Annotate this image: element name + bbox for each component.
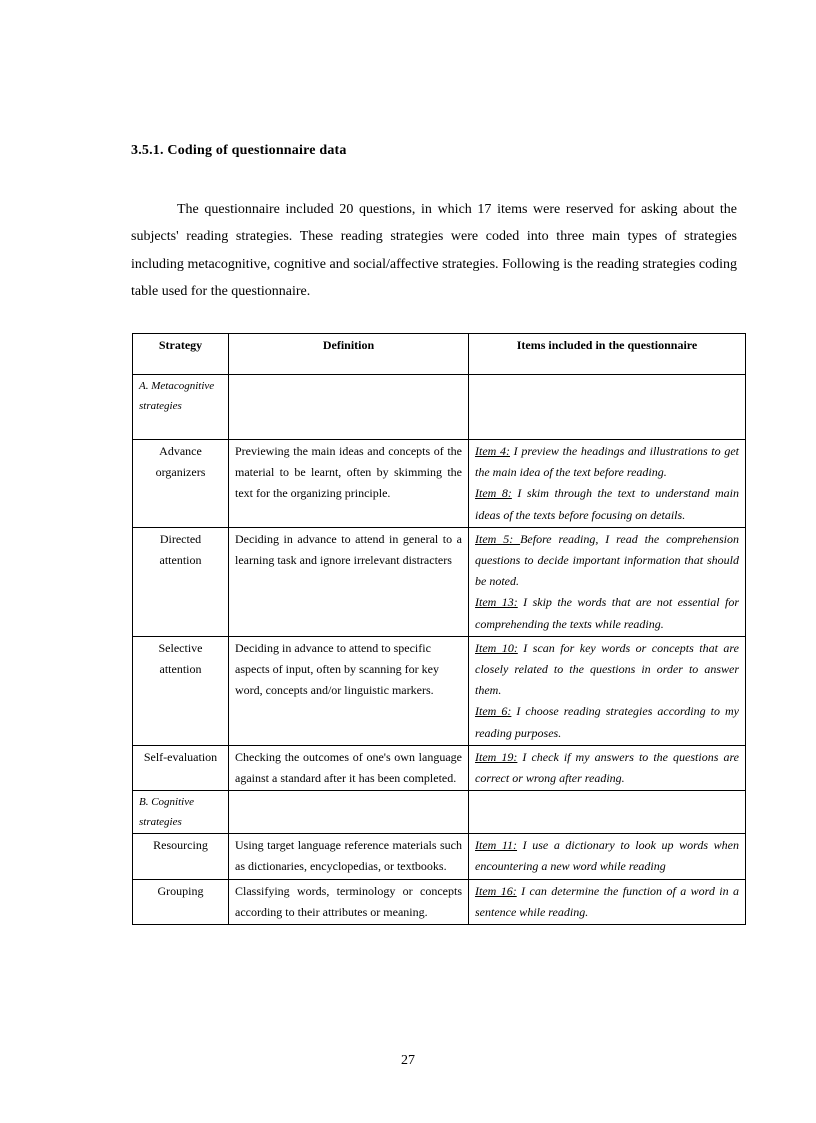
item-entry: [475, 747, 739, 789]
group-title-metacognitive: A. Metacognitive strategies: [133, 375, 229, 440]
item-entry: [475, 592, 739, 634]
item-entry: [475, 638, 739, 702]
item-text: I scan for key words or concepts that are closely related to the questions in order to answer them.: [475, 640, 739, 698]
item-text: I can determine the function of a word in a sentence while reading.: [475, 883, 739, 919]
items-cell: [469, 879, 746, 924]
definition-cell: Previewing the main ideas and concepts of the material to be learnt, often by skimming the text for the organizing principle.: [229, 440, 469, 528]
definition-cell: Deciding in advance to attend to specific aspects of input, often by scanning for key word, concepts and/or linguistic markers.: [229, 636, 469, 745]
item-text: Before reading, I read the comprehension questions to decide important information that should be noted.: [475, 531, 739, 589]
table-header-row: [133, 334, 746, 375]
strategy-cell: Self-evaluation: [133, 745, 229, 790]
item-ref: Item 8:: [475, 486, 512, 501]
table-row: [133, 745, 746, 790]
empty-cell: [229, 791, 469, 834]
definition-cell: Using target language reference materials such as dictionaries, encyclopedias, or textbooks.: [229, 834, 469, 879]
item-ref: Item 6:: [475, 704, 512, 719]
item-ref: Item 13:: [475, 595, 518, 610]
item-entry: [475, 835, 739, 877]
header-definition: Definition: [229, 334, 469, 375]
item-ref: Item 5:: [475, 531, 521, 546]
coding-table: [132, 333, 746, 925]
item-text: I choose reading strategies according to my reading purposes.: [475, 704, 739, 740]
items-cell: [469, 440, 746, 528]
item-entry: [475, 441, 739, 483]
strategy-cell: Advance organizers: [133, 440, 229, 528]
page-number: 27: [401, 1053, 415, 1068]
intro-paragraph: [131, 196, 737, 305]
empty-cell: [469, 375, 746, 440]
strategy-cell: Resourcing: [133, 834, 229, 879]
header-strategy: Strategy: [133, 334, 229, 375]
item-ref: Item 10:: [475, 640, 518, 655]
group-title-cognitive: B. Cognitive strategies: [133, 791, 229, 834]
definition-cell: Checking the outcomes of one's own language against a standard after it has been completed.: [229, 745, 469, 790]
item-entry: [475, 529, 739, 593]
table-row: [133, 636, 746, 745]
items-cell: [469, 527, 746, 636]
item-text: I preview the headings and illustrations to get the main idea of the text before reading.: [475, 444, 739, 480]
strategy-cell: Directed attention: [133, 527, 229, 636]
group-row-cognitive: [133, 791, 746, 834]
definition-cell: Classifying words, terminology or concepts according to their attributes or meaning.: [229, 879, 469, 924]
item-entry: [475, 483, 739, 525]
group-row-metacognitive: [133, 375, 746, 440]
table-row: [133, 527, 746, 636]
items-cell: [469, 636, 746, 745]
intro-paragraph-text: The questionnaire included 20 questions, in which 17 items were reserved for asking about the subjects' reading strategies. These reading strategies were coded into three main types of strategies including metacognitive, cognitive and social/affective strategies. Following is the reading strategies coding table used for the questionnaire.: [131, 202, 737, 299]
header-items: Items included in the questionnaire: [469, 334, 746, 375]
item-text: I skim through the text to understand main ideas of the texts before focusing on details.: [475, 486, 739, 522]
empty-cell: [229, 375, 469, 440]
item-text: I use a dictionary to look up words when encountering a new word while reading: [475, 838, 739, 874]
strategy-cell: Grouping: [133, 879, 229, 924]
definition-cell: Deciding in advance to attend in general to a learning task and ignore irrelevant distracters: [229, 527, 469, 636]
section-heading: 3.5.1. Coding of questionnaire data: [131, 143, 347, 158]
item-ref: Item 19:: [475, 749, 518, 764]
table-row: [133, 440, 746, 528]
table-row: [133, 834, 746, 879]
strategy-cell: Selective attention: [133, 636, 229, 745]
items-cell: [469, 834, 746, 879]
item-text: I check if my answers to the questions are correct or wrong after reading.: [475, 749, 739, 786]
table-row: [133, 879, 746, 924]
item-text: I skip the words that are not essential for comprehending the texts while reading.: [475, 595, 739, 631]
item-entry: [475, 701, 739, 743]
item-entry: [475, 881, 739, 923]
empty-cell: [469, 791, 746, 834]
item-ref: Item 16:: [475, 883, 517, 898]
items-cell: [469, 745, 746, 790]
item-ref: Item 4:: [475, 444, 510, 458]
item-ref: Item 11:: [475, 838, 518, 853]
